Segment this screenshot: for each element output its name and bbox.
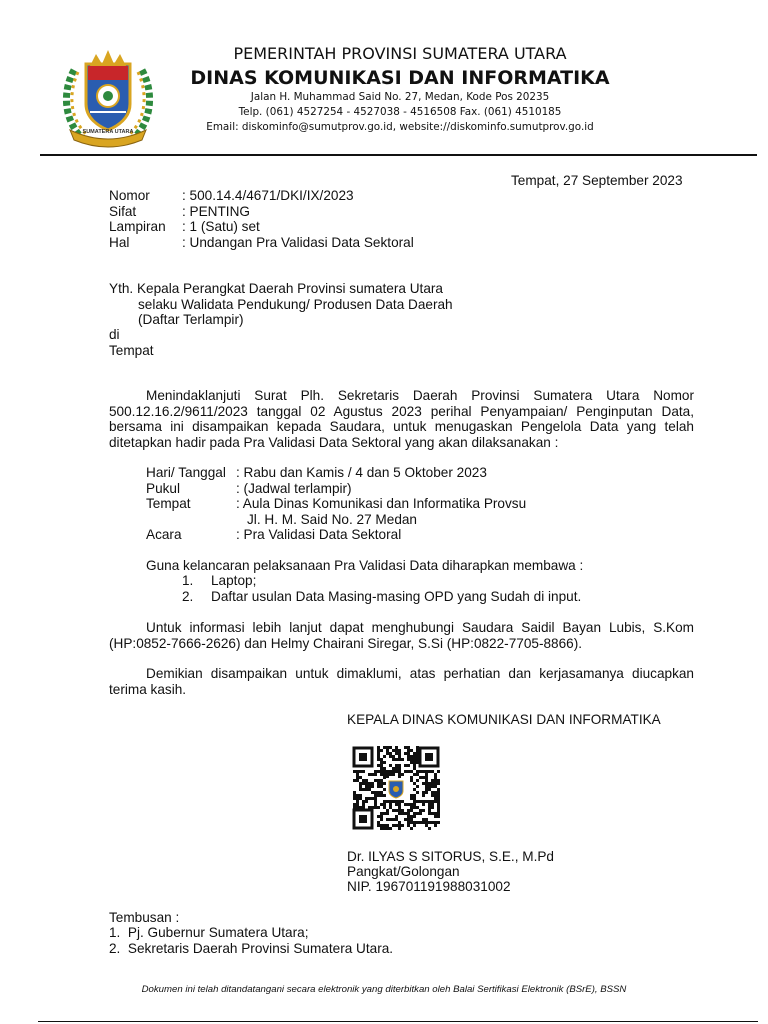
schedule-label: Pukul — [146, 480, 181, 496]
body-paragraph-intro: Menindaklanjuti Surat Plh. Sekretaris Daerah Provinsi Sumatera Utara Nomor 500.12.16.2/9611/2023 tanggal 02 Agustus 2023 perihal Penyampaian/ Penginputan Data, bersama ini disampaikan kepada Saudara, untuk menugaskan Pengelola Data yang telah ditetapkan hadir pada Pra Validasi Data Sektoral yang akan dilaksanakan : — [109, 388, 694, 450]
recipient-line1: Yth. Kepala Perangkat Daerah Provinsi sumatera Utara — [109, 281, 443, 296]
recipient-place: Tempat — [109, 343, 154, 358]
letterhead-agency: DINAS KOMUNIKASI DAN INFORMATIKA — [190, 67, 610, 89]
cc-item: 1. Pj. Gubernur Sumatera Utara; — [109, 925, 309, 940]
cc-item: 2. Sekretaris Daerah Provinsi Sumatera Utara. — [109, 941, 394, 956]
letterhead-phone: Telp. (061) 4527254 - 4527038 - 4516508 Fax. (061) 4510185 — [238, 106, 562, 118]
schedule-value: : Rabu dan Kamis / 4 dan 5 Oktober 2023 — [236, 465, 487, 480]
letterhead-address: Jalan H. Muhammad Said No. 27, Medan, Kode Pos 20235 — [250, 91, 550, 103]
schedule-value: : Pra Validasi Data Sektoral — [236, 527, 402, 543]
schedule-label: Acara — [146, 527, 182, 543]
meta-label: Nomor — [109, 188, 150, 203]
bring-item-text: Laptop; — [211, 573, 257, 588]
footer-divider — [38, 1021, 758, 1022]
electronic-signature-notice: Dokumen ini telah ditandatangani secara elektronik yang diterbitkan oleh Balai Sertifikasi Elektronik (BSrE), BSSN — [141, 984, 627, 995]
schedule-value: Jl. H. M. Said No. 27 Medan — [247, 511, 417, 527]
meta-value: : 1 (Satu) set — [182, 219, 260, 235]
body-paragraph-contact: Untuk informasi lebih lanjut dapat menghubungi Saudara Saidil Bayan Lubis, S.Kom (HP:0852-7666-2626) dan Helmy Chairani Siregar, S.Si (HP:0822-7705-8866). — [109, 620, 694, 651]
schedule-value: : Aula Dinas Komunikasi dan Informatika Provsu — [236, 496, 527, 512]
letter-date: Tempat, 27 September 2023 — [511, 173, 683, 188]
schedule-label: Hari/ Tanggal — [146, 465, 226, 480]
letterhead-government: PEMERINTAH PROVINSI SUMATERA UTARA — [233, 44, 567, 63]
cc-heading: Tembusan : — [109, 910, 180, 925]
emblem-ribbon-text: SUMATERA UTARA — [82, 129, 134, 135]
recipient-line2: selaku Walidata Pendukung/ Produsen Data Daerah — [138, 297, 453, 312]
signatory-rank: Pangkat/Golongan — [347, 864, 460, 879]
qr-code-icon — [352, 746, 440, 830]
letterhead-divider — [40, 154, 757, 156]
meta-label: Lampiran — [109, 219, 166, 235]
letterhead-email: Email: diskominfo@sumutprov.go.id, website://diskominfo.sumutprov.go.id — [206, 121, 594, 133]
bring-item-number: 2. — [182, 589, 194, 604]
meta-value: : 500.14.4/4671/DKI/IX/2023 — [182, 188, 354, 203]
recipient-line3: (Daftar Terlampir) — [138, 312, 244, 327]
meta-value: : Undangan Pra Validasi Data Sektoral — [182, 234, 414, 250]
meta-label: Sifat — [109, 203, 137, 219]
recipient-di: di — [109, 327, 120, 342]
signatory-name: Dr. ILYAS S SITORUS, S.E., M.Pd — [347, 849, 554, 864]
signature-qr-code — [352, 746, 440, 830]
bring-intro: Guna kelancaran pelaksanaan Pra Validasi Data diharapkan membawa : — [146, 558, 584, 573]
meta-label: Hal — [109, 234, 130, 250]
schedule-label: Tempat — [146, 496, 191, 512]
provincial-emblem-logo — [60, 42, 156, 150]
signature-title: KEPALA DINAS KOMUNIKASI DAN INFORMATIKA — [347, 712, 661, 727]
schedule-value: : (Jadwal terlampir) — [236, 480, 352, 496]
bring-item-text: Daftar usulan Data Masing-masing OPD yang Sudah di input. — [211, 589, 582, 604]
bring-item-number: 1. — [182, 573, 194, 588]
signatory-nip: NIP. 196701191988031002 — [347, 879, 511, 894]
meta-value: : PENTING — [182, 203, 250, 219]
body-paragraph-closing: Demikian disampaikan untuk dimaklumi, atas perhatian dan kerjasamanya diucapkan terima kasih. — [109, 666, 694, 697]
